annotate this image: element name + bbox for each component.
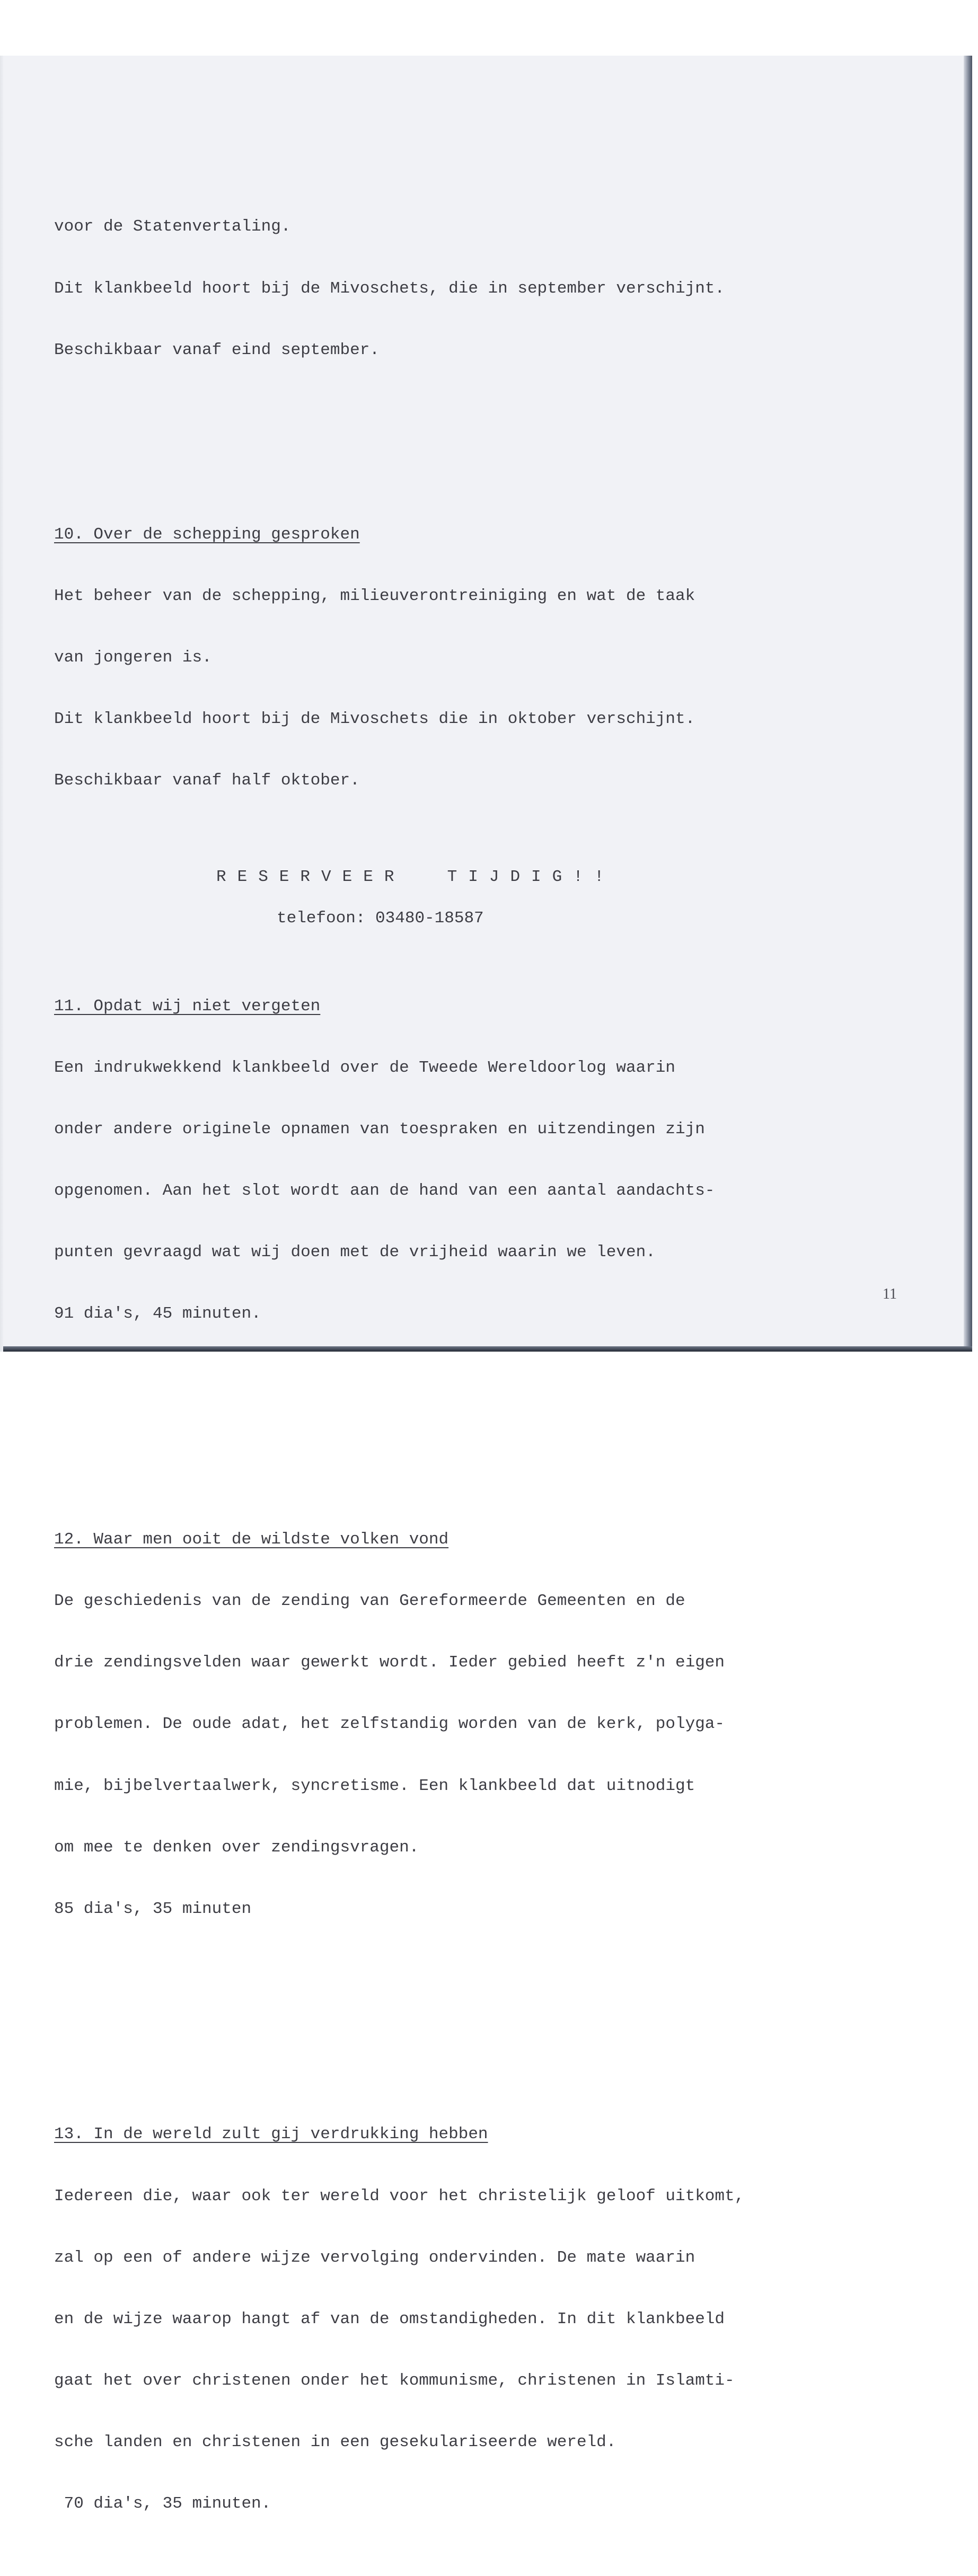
reserve-notice: RESERVEER TIJDIG!! [216,868,615,886]
item-line: Iedereen die, waar ook ter wereld voor het christelijk geloof uitkomt, [54,2186,745,2206]
sheet-right-edge [964,56,972,1352]
intro-line: Dit klankbeeld hoort bij de Mivoschets, die in september verschijnt. [54,279,725,298]
item-line: 85 dia's, 35 minuten [54,1899,252,1918]
item-line: en de wijze waarop hangt af van de omstandigheden. In dit klankbeeld [54,2309,725,2328]
item-line: van jongeren is. [54,648,212,667]
item-heading: 11. Opdat wij niet vergeten [54,996,321,1016]
item-heading: 12. Waar men ooit de wildste volken vond [54,1530,449,1549]
item-heading: 10. Over de schepping gesproken [54,525,360,544]
item-line: Het beheer van de schepping, milieuverontreiniging en wat de taak [54,586,695,605]
item-line: Beschikbaar vanaf half oktober. [54,771,360,790]
document-body [54,176,955,2576]
item-line: gaat het over christenen onder het kommunisme, christenen in Islamti- [54,2371,735,2390]
item-12 [54,1489,955,1961]
item-11 [54,956,955,1366]
item-line: zal op een of andere wijze vervolging ondervinden. De mate waarin [54,2248,695,2267]
item-line: om mee te denken over zendingsvragen. [54,1838,419,1857]
item-line: punten gevraagd wat wij doen met de vrijheid waarin we leven. [54,1243,656,1262]
item-13 [54,2084,955,2555]
item-heading: 13. In de wereld zult gij verdrukking hebben [54,2125,488,2144]
item-line: drie zendingsvelden waar gewerkt wordt. Ieder gebied heeft z'n eigen [54,1653,725,1672]
item-line: 91 dia's, 45 minuten. [54,1304,261,1324]
item-line: problemen. De oude adat, het zelfstandig worden van de kerk, polyga- [54,1715,725,1734]
item-line: 70 dia's, 35 minuten. [54,2494,271,2513]
intro-line: voor de Statenvertaling. [54,217,291,236]
item-line: mie, bijbelvertaalwerk, syncretisme. Een klankbeeld dat uitnodigt [54,1776,695,1795]
page-number: 11 [883,1286,897,1302]
item-line: opgenomen. Aan het slot wordt aan de hand van een aantal aandachts- [54,1181,715,1201]
item-line: Dit klankbeeld hoort bij de Mivoschets die in oktober verschijnt. [54,710,695,729]
item-10 [54,483,955,832]
phone-number: telefoon: 03480-18587 [277,909,484,928]
item-line: onder andere originele opnamen van toespraken en uitzendingen zijn [54,1120,705,1139]
item-line: Een indrukwekkend klankbeeld over de Tweede Wereldoorlog waarin [54,1058,675,1078]
item-line: sche landen en christenen in een gesekulariseerde wereld. [54,2432,616,2451]
intro-line: Beschikbaar vanaf eind september. [54,340,380,359]
item-line: De geschiedenis van de zending van Gereformeerde Gemeenten en de [54,1592,685,1611]
